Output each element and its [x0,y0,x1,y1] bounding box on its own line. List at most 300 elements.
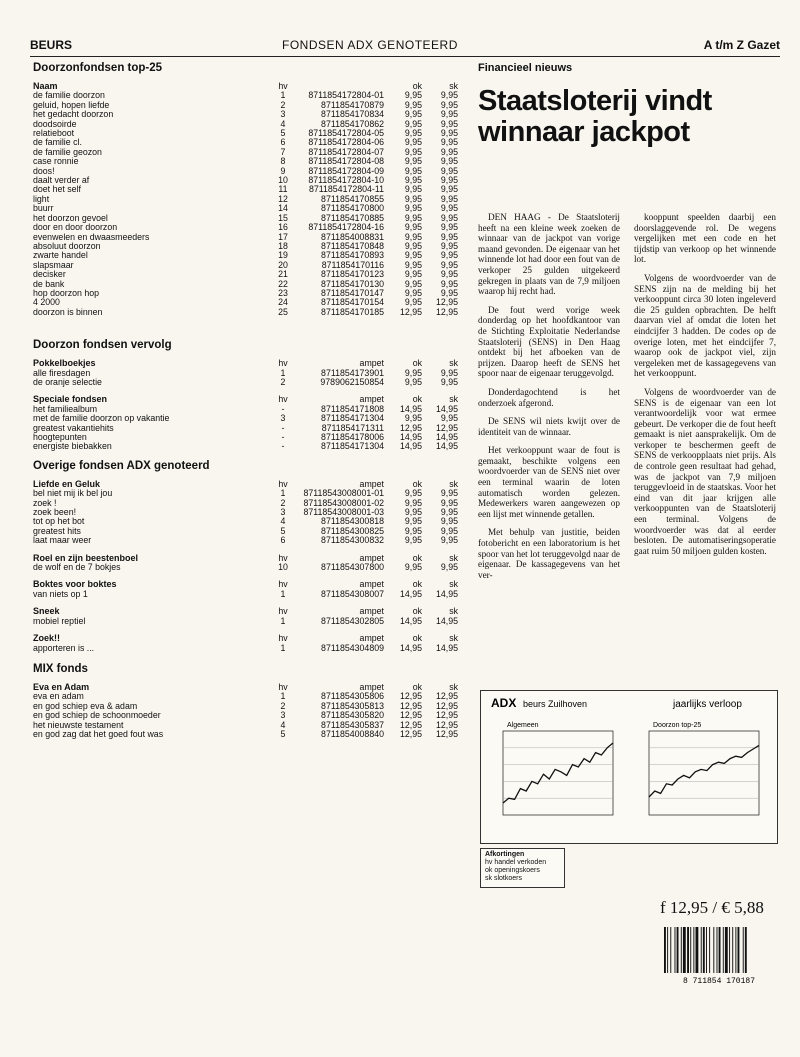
table-row [33,563,458,572]
fund-code: 8711854172804-01 [308,91,384,101]
fund-hv: 2 [280,498,286,508]
fund-close: 12,95 [435,307,458,317]
barcode-bar [719,927,721,973]
price-label: f 12,95 / € 5,88 [660,898,764,917]
col-header-ean: ampet [359,359,384,369]
fund-hv: 1 [280,489,286,499]
fund-close: 9,95 [440,414,458,424]
fund-hv: 7 [280,147,286,157]
fund-hv: 21 [278,270,288,280]
barcode-bar [713,927,714,973]
fund-close: 9,95 [440,157,458,167]
chart-box-subtitle: beurs Zuilhoven [523,699,588,709]
fund-open: 9,95 [404,288,422,298]
fund-name: van niets op 1 [33,589,88,599]
barcode-bar [683,927,686,973]
table-row [33,405,458,414]
fund-hv: 15 [278,213,288,223]
table-row [33,617,458,626]
fund-code: 8711854172804-08 [308,157,384,167]
news-kicker: Financieel nieuws [478,62,573,74]
table-row [33,185,458,194]
fund-hv: - [281,442,285,452]
fund-code: 8711854170855 [321,194,384,204]
fund-close: 12,95 [435,692,458,702]
table-row [33,692,458,701]
fund-close: 14,95 [435,442,458,452]
fund-name: energiste biebakken [33,442,112,452]
fund-open: 9,95 [404,260,422,270]
col-header-ean: ampet [359,395,384,405]
fund-name: greatest hits [33,526,81,536]
table-row [33,489,458,498]
fund-close: 9,95 [440,138,458,148]
fund-code: 8711854171311 [321,423,384,433]
barcode-bar [717,927,718,973]
fund-open: 9,95 [404,185,422,195]
fund-hv: 25 [278,307,288,317]
table-row [33,433,458,442]
section-title: Doorzon fondsen vervolg [33,339,172,352]
barcode-bar [670,927,671,973]
fund-hv: 22 [278,279,288,289]
table-header-row [33,634,458,643]
fund-hv: 5 [280,129,286,139]
fund-close: 9,95 [440,288,458,298]
col-header-sk: sk [449,682,458,692]
col-header-hv: hv [278,479,288,489]
fund-name: buurr [33,204,54,214]
fund-hv: 3 [280,711,286,721]
fund-open: 9,95 [404,147,422,157]
group-name: Zoek!! [33,634,60,644]
fund-open: 9,95 [404,194,422,204]
col-header-sk: sk [449,479,458,489]
col-header-ean: ampet [359,580,384,590]
col-header-hv: hv [278,359,288,369]
fund-close: 9,95 [440,91,458,101]
fund-close: 9,95 [440,194,458,204]
fund-name: relatieboot [33,129,75,139]
fund-name: zoek been! [33,508,77,518]
fund-name: zwarte handel [33,251,88,261]
fund-hv: 14 [278,204,288,214]
barcode-bar [693,927,694,973]
fund-name: het gedacht doorzon [33,110,114,120]
table-row [33,148,458,157]
fund-hv: 4 [280,119,286,129]
col-header-ean: ampet [359,553,384,563]
table-row [33,289,458,298]
fund-name: doos! [33,166,55,176]
fund-name: mobiel reptiel [33,616,86,626]
barcode-number: 8 711854 170187 [682,977,756,985]
barcode-bar [743,927,744,973]
fund-hv: 4 [280,517,286,527]
table-row [33,517,458,526]
fund-close: 9,95 [440,119,458,129]
col-header-sk: sk [449,395,458,405]
fund-code: 8711854171808 [321,404,384,414]
fund-hv: 23 [278,288,288,298]
col-header-sk: sk [449,607,458,617]
fund-close: 14,95 [435,404,458,414]
table-row [33,442,458,451]
fund-code: 8711854170848 [321,241,384,251]
fund-close: 12,95 [435,423,458,433]
table-row [33,214,458,223]
fund-code: 8711854170862 [321,119,384,129]
fund-hv: 20 [278,260,288,270]
fund-code: 8711854170834 [321,110,384,120]
fund-open: 9,95 [404,526,422,536]
fund-name: 4 2000 [33,298,60,308]
fund-name: en god zag dat het goed fout was [33,729,164,739]
fund-close: 9,95 [440,176,458,186]
barcode-bar [725,927,728,973]
table-row [33,308,458,317]
barcode-bar [664,927,666,973]
table-row [33,129,458,138]
fund-table [33,683,458,739]
fund-hv: 12 [278,194,288,204]
fund-open: 9,95 [404,91,422,101]
chart-frame [503,731,613,815]
col-header-sk: sk [449,634,458,644]
fund-code: 8711854170154 [321,298,384,308]
fund-close: 9,95 [440,223,458,233]
fund-code: 8711854300832 [321,536,384,546]
col-header-hv: hv [278,553,288,563]
fund-name: bel niet mij ik bel jou [33,489,113,499]
fund-hv: 9 [280,166,286,176]
fund-hv: 18 [278,241,288,251]
barcode-bar [706,927,707,973]
fund-hv: 3 [280,414,286,424]
fund-open: 9,95 [404,377,422,387]
fund-code: 87118543008001-03 [303,508,384,518]
headline: Staatsloterij vindt winnaar jackpot [478,85,712,148]
barcode-bar [681,927,682,973]
fund-close: 9,95 [440,213,458,223]
header-rule [30,56,780,57]
table-row [33,167,458,176]
table-header-row [33,580,458,589]
col-header-ok: ok [412,553,422,563]
fund-code: 8711854172804-06 [308,138,384,148]
fund-name: tot op het bot [33,517,85,527]
fund-name: de wolf en de 7 bokjes [33,563,121,573]
article-paragraph: Donderdagochtend is het onderzoek afgerond. [478,386,620,408]
table-row [33,242,458,251]
fund-code: 8711854307800 [321,563,384,573]
fund-close: 9,95 [440,232,458,242]
col-header-ok: ok [412,682,422,692]
barcode-bar [745,927,747,973]
fund-close: 9,95 [440,279,458,289]
abbreviation-line: sk slotkoers [485,875,522,882]
fund-hv: - [281,423,285,433]
fund-close: 9,95 [440,489,458,499]
fund-open: 9,95 [404,213,422,223]
fund-hv: 24 [278,298,288,308]
fund-table [33,607,458,626]
table-row [33,721,458,730]
fund-open: 9,95 [404,100,422,110]
barcode-bar [677,927,679,973]
fund-open: 14,95 [399,616,422,626]
table-row [33,270,458,279]
adx-chart-box [480,690,778,844]
fund-name: door en door doorzon [33,223,118,233]
table-header-row [33,554,458,563]
fund-code: 8711854172804-09 [308,166,384,176]
group-name: Sneek [33,607,60,617]
fund-name: decisker [33,270,66,280]
table-row [33,298,458,307]
table-row [33,120,458,129]
table-row [33,508,458,517]
fund-open: 9,95 [404,563,422,573]
fund-hv: 17 [278,232,288,242]
fund-code: 8711854172804-16 [308,223,384,233]
fund-hv: 1 [280,643,286,653]
fund-close: 9,95 [440,110,458,120]
fund-hv: 10 [278,176,288,186]
fund-code: 8711854172804-10 [308,176,384,186]
col-header-hv: hv [278,682,288,692]
fund-open: 9,95 [404,298,422,308]
fund-hv: 1 [280,368,286,378]
fund-name: de oranje selectie [33,377,102,387]
article-column-2 [634,212,776,564]
chart-frame [649,731,759,815]
fund-code: 8711854170123 [321,270,384,280]
fund-name: doorzon is binnen [33,307,103,317]
fund-hv: 19 [278,251,288,261]
fund-close: 9,95 [440,166,458,176]
barcode-bar [675,927,676,973]
fund-close: 9,95 [440,270,458,280]
col-header-ean: ampet [359,607,384,617]
fund-hv: - [281,404,285,414]
barcode-bar [723,927,724,973]
article-paragraph: kooppunt speelden daarbij een doorslaggevende rol. De wegens vergelijken met een code en het tijdstip van verkoop op het winnende lot. [634,212,776,265]
group-name: Pokkelboekjes [33,359,96,369]
fund-code: 8711854173901 [321,368,384,378]
fund-name: greatest vakantiehits [33,423,114,433]
section-title: MIX fonds [33,662,88,675]
barcode [660,925,778,985]
fund-close: 9,95 [440,204,458,214]
fund-close: 9,95 [440,517,458,527]
fund-hv: 4 [280,720,286,730]
fund-code: 8711854170885 [321,213,384,223]
line-chart [649,722,759,815]
series-line [503,743,613,803]
abbreviation-line: ok openingskoers [485,867,540,874]
col-header-ok: ok [412,359,422,369]
barcode-bar [709,927,710,973]
fund-open: 9,95 [404,176,422,186]
abbreviations-title: Afkortingen [485,851,525,858]
fund-close: 9,95 [440,536,458,546]
fund-table [33,82,458,317]
table-row [33,536,458,545]
fund-open: 9,95 [404,498,422,508]
fund-hv: 3 [280,110,286,120]
fund-code: 8711854300818 [321,517,384,527]
header-right: A t/m Z Gazet [703,38,780,52]
fund-name: doodsoirde [33,119,77,129]
table-row [33,711,458,720]
fund-open: 14,95 [399,404,422,414]
chart-box-right-label: jaarlijks verloop [673,699,742,710]
group-name: Liefde en Geluk [33,479,101,489]
fund-hv: 2 [280,377,286,387]
fund-close: 14,95 [435,433,458,442]
fund-code: 8711854172804-07 [308,147,384,157]
table-row [33,730,458,739]
fund-code: 8711854008831 [321,232,384,242]
fund-name: daalt verder af [33,176,90,186]
fund-close: 9,95 [440,147,458,157]
fund-code: 8711854170130 [321,279,384,289]
group-name: Boktes voor boktes [33,580,117,590]
col-header-hv: hv [278,580,288,590]
group-name: Speciale fondsen [33,395,108,405]
fund-table [33,580,458,599]
fund-hv: 6 [280,138,286,148]
fund-close: 9,95 [440,129,458,139]
table-row [33,204,458,213]
barcode-bar [696,927,699,973]
fund-name: alle firesdagen [33,368,91,378]
col-header-ok: ok [412,634,422,644]
group-name: Eva en Adam [33,682,90,692]
fund-name: en god schiep eva & adam [33,701,138,711]
fund-name: en god schiep de schoonmoeder [33,711,161,721]
article-paragraph: DEN HAAG - De Staatsloterij heeft na een kleine week zoeken de winnaar van de jackpot van vorige maand gevonden. De eigenaar van het winnende lot had door een fout van de verkoper 25 gulden uitgekeerd gekregen in plaats van de 7,9 miljoen waarop hij recht had. [478,212,620,297]
col-header-ean [298,82,384,91]
fund-name: absoluut doorzon [33,241,101,251]
table-header-row [33,359,458,368]
table-row [33,157,458,166]
fund-close: 14,95 [435,643,458,653]
barcode-bar [735,927,736,973]
fund-hv: 5 [280,526,286,536]
col-header-hv: hv [278,395,288,405]
fund-hv: 5 [280,729,286,739]
fund-name: het familiealbum [33,404,98,414]
table-row [33,261,458,270]
section-title: Overige fondsen ADX genoteerd [33,459,210,472]
barcode-bar [690,927,691,973]
fund-name: de familie doorzon [33,91,105,101]
table-row [33,527,458,536]
table-row [33,223,458,232]
col-header-hv: hv [278,82,288,91]
fund-code: 8711854308007 [321,589,384,599]
table-row [33,251,458,260]
table-row [33,590,458,599]
line-chart [503,722,613,815]
fund-name: case ronnie [33,157,79,167]
fund-open: 14,95 [399,589,422,599]
fund-code: 8711854305813 [321,701,384,711]
fund-code: 8711854170879 [321,100,384,110]
fund-open: 9,95 [404,508,422,518]
fund-code: 8711854008840 [321,729,384,739]
barcode-bar [738,927,740,973]
fund-name: de familie geozon [33,147,102,157]
fund-close: 9,95 [440,185,458,195]
table-row [33,702,458,711]
fund-name: doet het self [33,185,81,195]
fund-hv: 10 [278,563,288,573]
article-column-1 [478,212,620,588]
fund-code: 8711854302805 [321,616,384,626]
table-header-row [33,607,458,616]
fund-code: 8711854170893 [321,251,384,261]
fund-close: 9,95 [440,100,458,110]
page-header [30,30,780,52]
fund-open: 9,95 [404,204,422,214]
article-paragraph: Volgens de woordvoerder van de SENS zijn na de melding bij het verkooppunt circa 30 loten ingeleverd die 25 gulden opbrachten. De helft daarvan viel af omdat die loten het eindcijfer 3 hadden. De codes op de overige loten, met het eindcijfer 7, waarop ook de jackpot viel, zijn vergeleken met de kassagegevens van het verkooppunt. [634,272,776,379]
fund-open: 9,95 [404,110,422,120]
fund-close: 9,95 [440,526,458,536]
fund-name: hop doorzon hop [33,288,100,298]
fund-name: apporteren is ... [33,643,95,653]
table-row [33,369,458,378]
fund-hv: 1 [280,616,286,626]
fund-open: 12,95 [399,423,422,433]
chart-title: Algemeen [507,722,539,729]
adx-charts [481,691,777,843]
table-row [33,414,458,423]
article-paragraph: Met behulp van justitie, beiden fotobericht en een laboratorium is het spoor van het lot teruggevolgd naar de eigenaar. De kassagegevens van het ver- [478,527,620,580]
fund-close: 12,95 [435,720,458,730]
fund-open: 12,95 [399,307,422,317]
header-center: FONDSEN ADX GENOTEERD [282,38,458,52]
fund-code: 8711854172804-11 [308,185,384,195]
fund-code: 8711854300825 [321,526,384,536]
fund-code: 8711854172804-05 [308,129,384,139]
fund-hv: 16 [278,223,288,233]
col-header-sk: sk [449,359,458,369]
fund-hv: 2 [280,701,286,711]
table-row [33,91,458,100]
fund-name: evenwelen en dwaasmeeders [33,232,150,242]
fund-open: 9,95 [404,223,422,233]
table-row [33,138,458,147]
fund-code: 8711854305820 [321,711,384,721]
table-row [33,176,458,185]
fund-listing [33,62,458,747]
fund-close: 9,95 [440,260,458,270]
table-header-row [33,82,458,91]
fund-name: het nieuwste testament [33,720,124,730]
fund-code: 8711854305837 [321,720,384,730]
fund-close: 12,95 [435,701,458,711]
barcode-bar [729,927,730,973]
fund-open: 9,95 [404,232,422,242]
table-row [33,499,458,508]
fund-close: 9,95 [440,563,458,573]
fund-hv: - [281,433,285,442]
fund-close: 12,95 [435,729,458,739]
article-paragraph: De SENS wil niets kwijt over de identiteit van de winnaar. [478,416,620,437]
